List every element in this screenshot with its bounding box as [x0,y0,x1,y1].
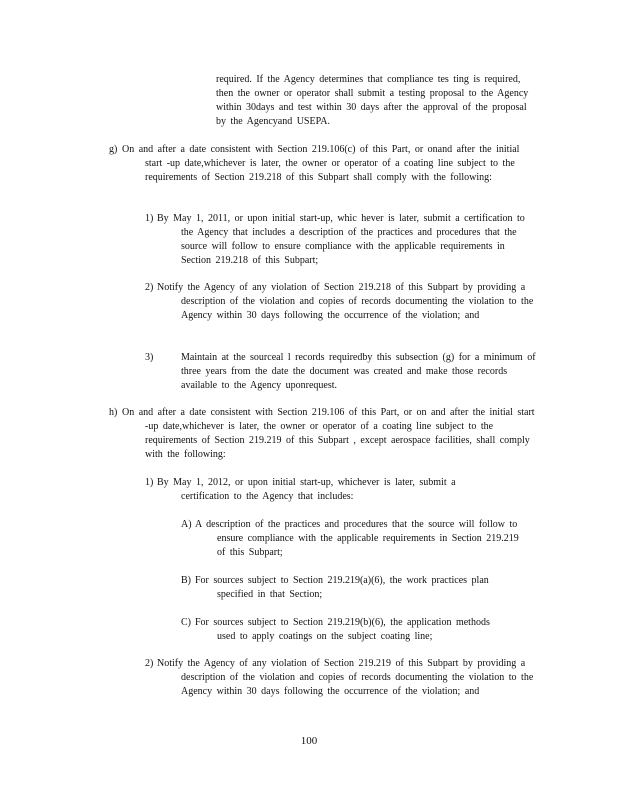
h-item-2-label: 2) [145,658,154,669]
g-item-3-text: Maintain at the sourceal l records requiredby this subsection (g) for a minimum of three years from the date the document was created and make those records available to the Agency uponrequest. [181,352,536,391]
subsection-g-text: On and after a date consistent with Section 219.106(c) of this Part, or onand after the initial start -up date,whichever is later, the owner or operator of a coating line subject to the requirements of Section 219.218 of this Subpart shall comply with the following: [122,144,520,183]
h-subitem-a-label: A) [181,519,192,530]
h-subitem-a-text: A description of the practices and procedures that the source will follow to ensure compliance with the applicable requirements in Section 219.219 of this Subpart; [195,519,519,558]
h-item-1-label: 1) [145,477,154,488]
g-item-2-text: Notify the Agency of any violation of Section 219.218 of this Subpart by providing a description of the violation and copies of records documenting the violation to the Agency within 30 days following the occurrence of the violation; and [157,282,534,321]
subsection-g-label: g) [109,144,118,155]
g-item-3-label: 3) [145,352,154,363]
h-item-1-text: By May 1, 2012, or upon initial start-up, whichever is later, submit a certification to the Agency that includes: [157,477,456,502]
continuation-paragraph: required. If the Agency determines that compliance tes ting is required, then the owner or operator shall submit a testing proposal to the Agency within 30days and test within 30 days after the approval of the proposal by the Agencyand USEPA. [216,74,529,127]
subsection-h-label: h) [109,407,118,418]
page-number: 100 [300,735,318,747]
g-item-2-label: 2) [145,282,154,293]
g-item-1-label: 1) [145,213,154,224]
h-subitem-b-text: For sources subject to Section 219.219(a)(6), the work practices plan specified in that Section; [195,575,489,600]
h-subitem-c-label: C) [181,617,191,628]
h-subitem-b-label: B) [181,575,191,586]
g-item-1-text: By May 1, 2011, or upon initial start-up, whic hever is later, submit a certification to the Agency that includes a description of the practices and procedures that the source will follow to ensure compliance with the applicable requirements in Section 219.218 of this Subpart; [157,213,525,266]
h-item-2-text: Notify the Agency of any violation of Section 219.219 of this Subpart by providing a description of the violation and copies of records documenting the violation to the Agency within 30 days following the occurrence of the violation; and [157,658,534,697]
h-subitem-c-text: For sources subject to Section 219.219(b)(6), the application methods used to apply coatings on the subject coating line; [195,617,490,642]
subsection-h-text: On and after a date consistent with Section 219.106 of this Part, or on and after the initial start -up date,whichever is later, the owner or operator of a coating line subject to the requirements of Section 219.219 of this Subpart , except aerospace facilities, shall comply with the following: [122,407,535,460]
